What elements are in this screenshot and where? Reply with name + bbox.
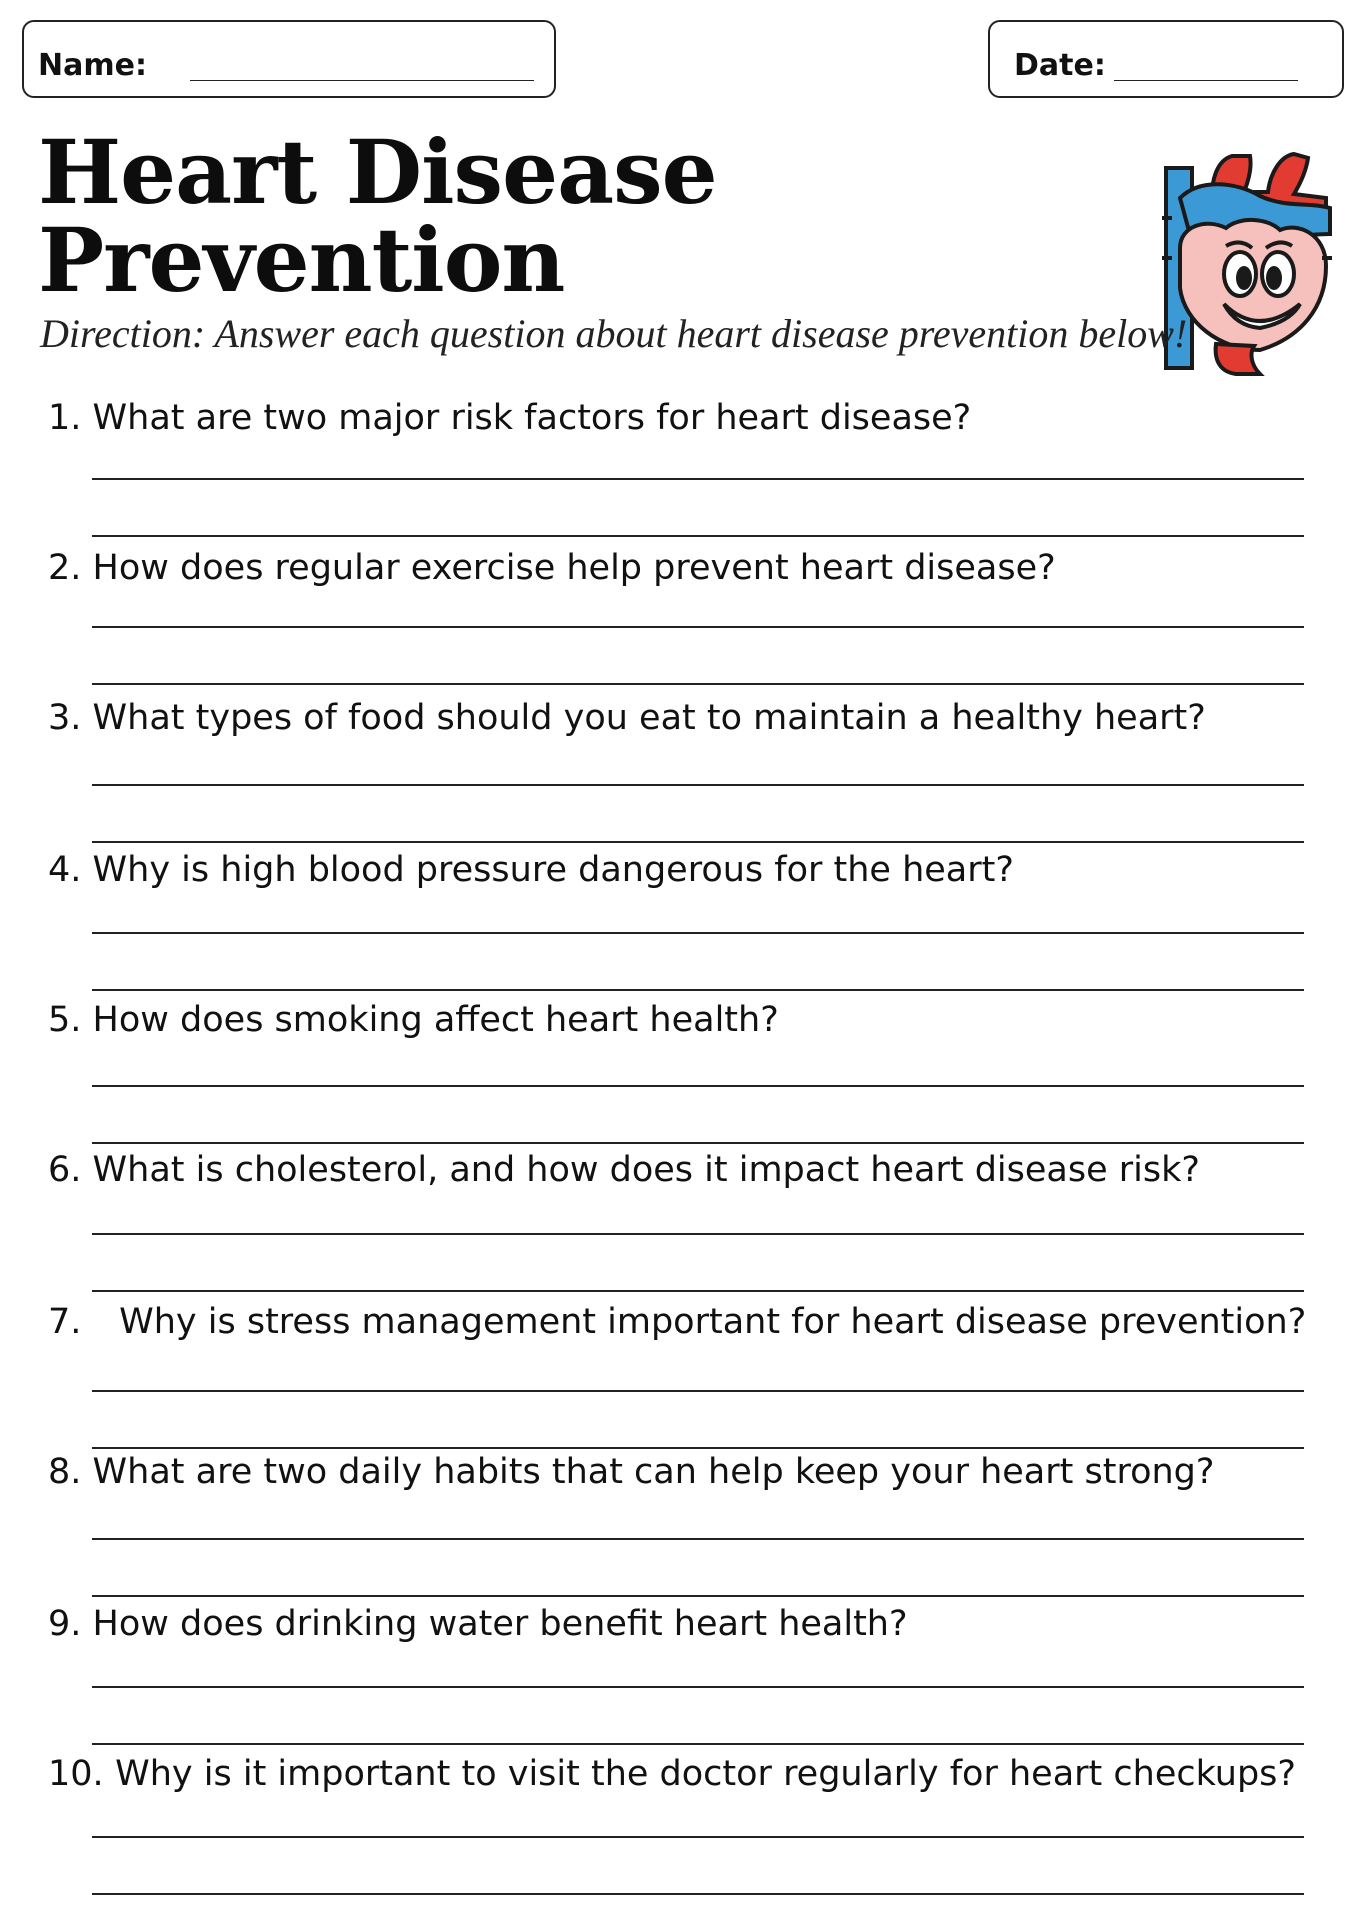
answer-line[interactable] — [92, 1447, 1304, 1449]
answer-line[interactable] — [92, 1893, 1304, 1895]
question-text: What types of food should you eat to maintain a healthy heart? — [92, 698, 1206, 738]
question-text: What are two daily habits that can help keep your heart strong? — [92, 1452, 1215, 1492]
question-text: What are two major risk factors for heart disease? — [92, 398, 972, 438]
question-text: Why is it important to visit the doctor regularly for heart checkups? — [115, 1754, 1296, 1794]
question-number: 3. — [48, 698, 82, 738]
question-number: 7. — [48, 1302, 82, 1342]
question-text: How does drinking water benefit heart health? — [92, 1604, 908, 1644]
question-number: 10. — [48, 1754, 104, 1794]
answer-line[interactable] — [92, 989, 1304, 991]
answer-line[interactable] — [92, 1538, 1304, 1540]
question-2 — [48, 548, 1056, 588]
question-6 — [48, 1150, 1200, 1190]
date-write-line[interactable] — [1114, 80, 1298, 81]
question-number: 4. — [48, 850, 82, 890]
question-number: 8. — [48, 1452, 82, 1492]
date-field[interactable] — [988, 20, 1344, 98]
question-text: How does regular exercise help prevent heart disease? — [92, 548, 1056, 588]
answer-line[interactable] — [92, 478, 1304, 480]
question-text: How does smoking affect heart health? — [92, 1000, 779, 1040]
answer-line[interactable] — [92, 1290, 1304, 1292]
answer-line[interactable] — [92, 784, 1304, 786]
question-number: 6. — [48, 1150, 82, 1190]
question-5 — [48, 1000, 779, 1040]
question-number: 1. — [48, 398, 82, 438]
answer-line[interactable] — [92, 1595, 1304, 1597]
directions-text: Direction: Answer each question about heart disease prevention below! — [40, 311, 1188, 356]
name-field[interactable] — [22, 20, 556, 98]
answer-line[interactable] — [92, 1390, 1304, 1392]
answer-line[interactable] — [92, 1743, 1304, 1745]
question-7 — [48, 1302, 1306, 1342]
answer-line[interactable] — [92, 1686, 1304, 1688]
title-line-1: Heart Disease — [38, 120, 717, 224]
question-10 — [48, 1754, 1296, 1794]
name-label: Name: — [38, 48, 147, 83]
answer-line[interactable] — [92, 932, 1304, 934]
question-text: Why is high blood pressure dangerous for the heart? — [92, 850, 1014, 890]
answer-line[interactable] — [92, 626, 1304, 628]
question-4 — [48, 850, 1014, 890]
question-3 — [48, 698, 1206, 738]
answer-line[interactable] — [92, 683, 1304, 685]
question-9 — [48, 1604, 908, 1644]
page-title — [38, 120, 717, 312]
question-number: 9. — [48, 1604, 82, 1644]
question-text: Why is stress management important for heart disease prevention? — [119, 1302, 1307, 1342]
answer-line[interactable] — [92, 1142, 1304, 1144]
name-write-line[interactable] — [190, 80, 534, 81]
question-1 — [48, 398, 971, 438]
answer-line[interactable] — [92, 841, 1304, 843]
answer-line[interactable] — [92, 1233, 1304, 1235]
question-text: What is cholesterol, and how does it impact heart disease risk? — [92, 1150, 1200, 1190]
answer-line[interactable] — [92, 1085, 1304, 1087]
title-line-2: Prevention — [38, 208, 565, 312]
question-8 — [48, 1452, 1214, 1492]
question-number: 5. — [48, 1000, 82, 1040]
question-number: 2. — [48, 548, 82, 588]
answer-line[interactable] — [92, 535, 1304, 537]
answer-line[interactable] — [92, 1836, 1304, 1838]
date-label: Date: — [1014, 48, 1106, 83]
